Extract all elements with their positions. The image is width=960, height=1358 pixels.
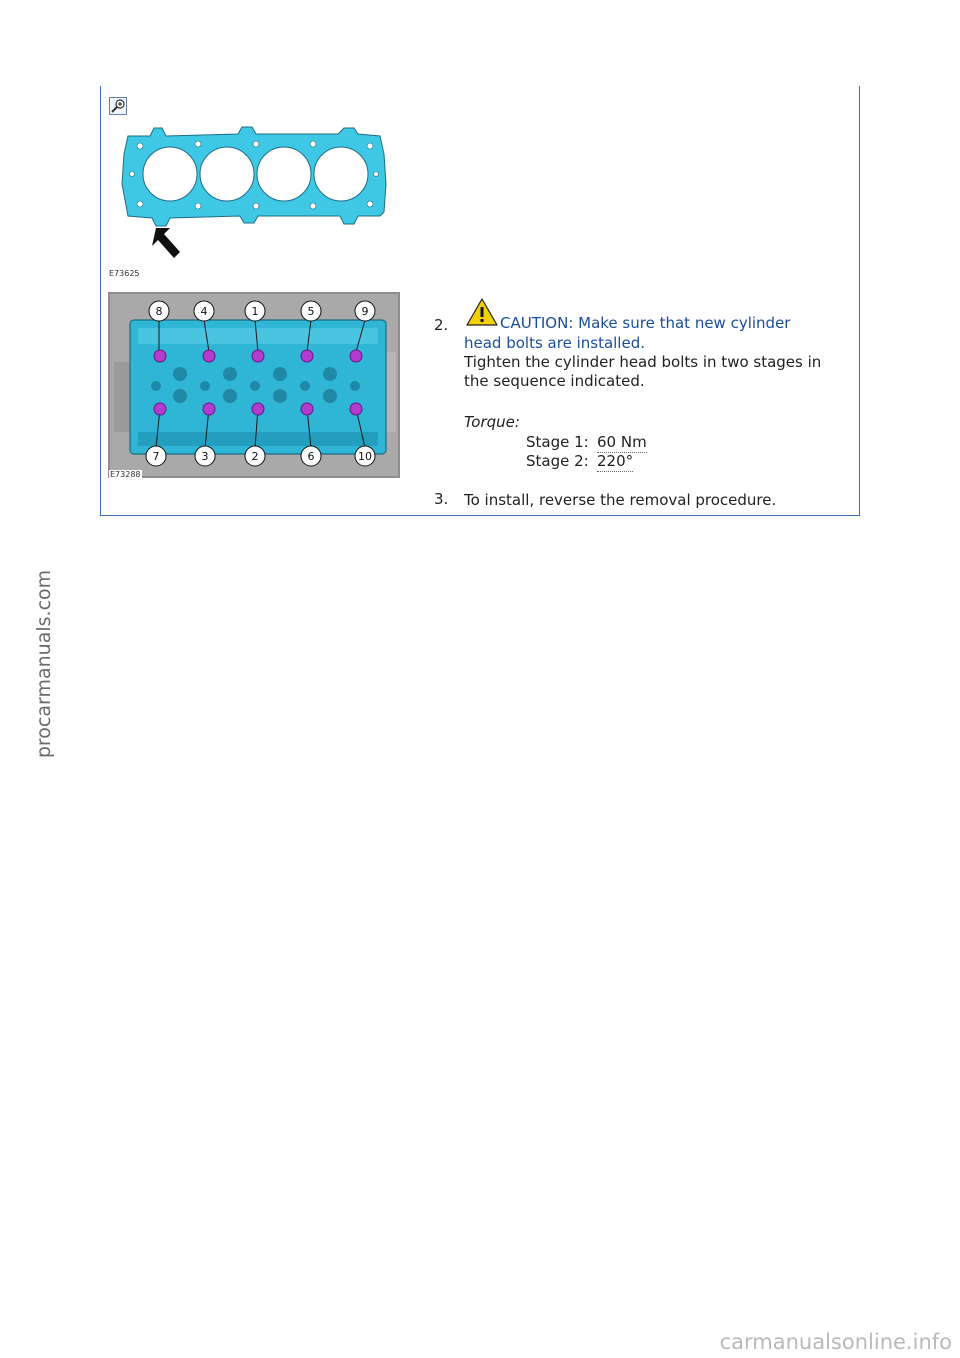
- bolt-label: 1: [251, 305, 259, 318]
- step-3-number: 3.: [434, 490, 449, 508]
- side-watermark: procarmanuals.com: [33, 569, 55, 759]
- warning-icon: [465, 297, 499, 327]
- bolt-label: 7: [152, 450, 160, 463]
- bolt-label: 2: [251, 450, 259, 463]
- figure-1-code: E73625: [109, 269, 140, 278]
- bolt-label: 8: [155, 305, 163, 318]
- step-2-text-line-1: Tighten the cylinder head bolts in two stages in: [464, 353, 822, 371]
- bolt-label: 9: [361, 305, 369, 318]
- bolt-label: 6: [307, 450, 315, 463]
- bolt-sequence-illustration: [108, 292, 400, 478]
- stage-2-value-link[interactable]: 220°: [597, 452, 634, 470]
- caution-line-2: head bolts are installed.: [464, 334, 645, 352]
- bolt-label: 4: [200, 305, 208, 318]
- stage-2-label: Stage 2:: [526, 452, 589, 470]
- bolt-label: 5: [307, 305, 315, 318]
- torque-label: Torque:: [464, 413, 520, 431]
- arrow-icon: [152, 228, 180, 258]
- stage-1-label: Stage 1:: [526, 433, 589, 451]
- zoom-figure-1-button[interactable]: [109, 97, 127, 115]
- step-3-text: To install, reverse the removal procedure.: [464, 491, 777, 509]
- step-2-number: 2.: [434, 316, 449, 334]
- bottom-watermark: carmanualsonline.info: [719, 1330, 952, 1354]
- bolt-label: 3: [201, 450, 209, 463]
- bolt-label: 10: [358, 450, 372, 463]
- figure-2-code: E73288: [110, 470, 141, 479]
- stage-1-value-link[interactable]: 60 Nm: [597, 433, 647, 451]
- magnify-icon: [110, 98, 126, 114]
- step-2-text-line-2: the sequence indicated.: [464, 372, 645, 390]
- caution-line-1: CAUTION: Make sure that new cylinder: [500, 314, 791, 332]
- gasket-illustration: [118, 124, 390, 264]
